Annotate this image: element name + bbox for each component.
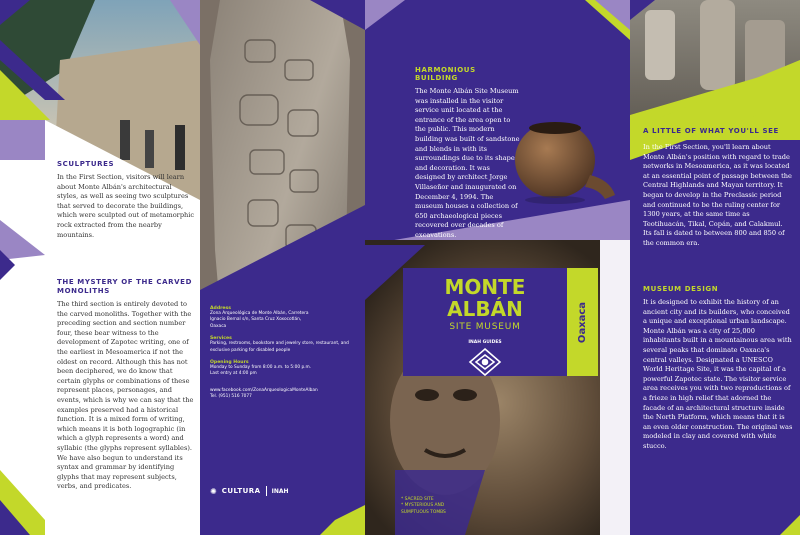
inah-guides-label: INAH GUIDES	[468, 340, 502, 345]
facebook-link[interactable]: www.facebook.com/ZonaArqueologicaMonteAlban	[210, 387, 318, 393]
inah-logo: INAH	[271, 487, 289, 495]
monoliths-section	[57, 278, 195, 492]
monoliths-text: The third section is entirely devoted to the carved monoliths. Together with the preceding section and section number four, these bear witness to the development of Zapotec writing, one of the earliest in Mesoamerica if not the oldest on record. Although this has not been deciphered, we do know that certain glyphs or combinations of these represent places, personages, and events, which is why we can say that the examples preserved had a historical function. It is a mixed form of writing, which means it is both logographic (in which a glyph represents a word) and syllabic (the glyphs represent syllables). We have also begun to understand its syntax and grammar by identifying glyphs that may represent subjects, verbs, and predicates.	[57, 300, 194, 491]
sculptures-section	[57, 160, 195, 240]
harmonious-text: The Monte Albán Site Museum was installed in the visitor service unit located at the entrance of the area open to the public. This modern building was built of sandstone and blends in with its surroundings due to its shape and decoration. It was designed by architect Jorge Villaseñor and inaugurated on December 4, 1994. The museum houses a collection of 650 archaeological pieces recovered over decades of excavations.	[415, 87, 520, 239]
little-title: A LITTLE OF WHAT YOU'LL SEE	[643, 127, 779, 135]
sculptures-title: SCULPTURES	[57, 160, 115, 168]
cultura-logo: CULTURA	[221, 487, 261, 495]
state-label: Oaxaca	[577, 301, 588, 343]
harmonious-section	[415, 66, 520, 241]
hours-line-2: Last entry at 4:00 pm	[210, 371, 257, 377]
address-title: Address	[210, 306, 231, 311]
cover-title-block	[403, 268, 567, 376]
phone-number: Tel. (951) 516 7077	[210, 394, 252, 400]
cover-tag-sacred-site: * SACRED SITE	[401, 497, 434, 502]
panel-cover	[365, 0, 630, 535]
design-section	[643, 285, 793, 452]
logo-divider	[266, 486, 267, 496]
little-section	[643, 127, 793, 135]
panel-right	[630, 0, 800, 535]
monoliths-title: THE MYSTERY OF THE CARVED MONOLITHS	[57, 278, 192, 295]
cover-tags	[401, 497, 471, 516]
museum-emblem-icon	[468, 347, 502, 376]
stela-photo	[200, 0, 365, 535]
sponsor-logos	[210, 486, 289, 496]
address-text: Zona Arqueológica de Monte Albán, Carretera Ignacio Bernal s/n, Santa Cruz Xoxocotlán, Oaxaca	[210, 311, 309, 329]
state-tab	[567, 268, 598, 376]
sculptures-text: In the First Section, visitors will learn about Monte Albán's architectural styles, as well as seeing two sculptures that served to decorate the buildings, which were sculpted out of metamorphic rock extracted from the nearby mountains.	[57, 173, 195, 239]
design-title: MUSEUM DESIGN	[643, 285, 719, 293]
panel-right-background	[630, 0, 800, 535]
cover-tag-tombs: * MYSTERIOUS AND SUMPTUOUS TOMBS	[401, 503, 446, 515]
services-text: Parking, restrooms, bookstore and jewelry store, restaurant, and exclusive parking for disabled people	[210, 341, 349, 353]
hours-title: Opening Hours	[210, 360, 249, 366]
cultura-emblem-icon: ✺	[210, 486, 217, 496]
cover-subtitle: SITE MUSEUM	[449, 322, 521, 332]
cover-title-line-2: ALBÁN	[447, 297, 523, 321]
panel-info	[200, 0, 365, 535]
visitor-info	[210, 306, 358, 401]
panel-left	[0, 0, 200, 535]
cover-title-line-1: MONTE	[444, 275, 526, 299]
harmonious-title: HARMONIOUS BUILDING	[415, 66, 476, 82]
little-body	[643, 143, 793, 249]
hours-line-1: Monday to Sunday from 8:00 a.m. to 5:00 p.m.	[210, 365, 312, 371]
little-text: In the First Section, you'll learn about Monte Albán's position with regard to trade networks in Mesoamerica, as it was located at an essential point of passage between the Central Highlands and Mayan territory. It began to develop in the Preclassic period and continued to be the ruling center for 1300 years, at the same time as Teotihuacán, Tikal, Copán, and Calakmul. Its fall is dated to between 800 and 850 of the common era.	[643, 143, 792, 247]
design-text: It is designed to exhibit the history of an ancient city and its builders, who conceived a unique and exceptional urban landscape. Monte Albán was a city of 25,000 inhabitants built in a mountainous area with several peaks that dominate Oaxaca's central valleys. Designated a UNESCO World Heritage Site, it was the capital of a powerful Zapotec state. The visitor service area receives you with two reproductions of a frieze in high relief that adorned the facade of an architectural structure inside the North Platform, which means that it is an even older construction. The original was modeled in clay and covered with white stucco.	[643, 298, 793, 450]
services-title: Services	[210, 336, 232, 342]
